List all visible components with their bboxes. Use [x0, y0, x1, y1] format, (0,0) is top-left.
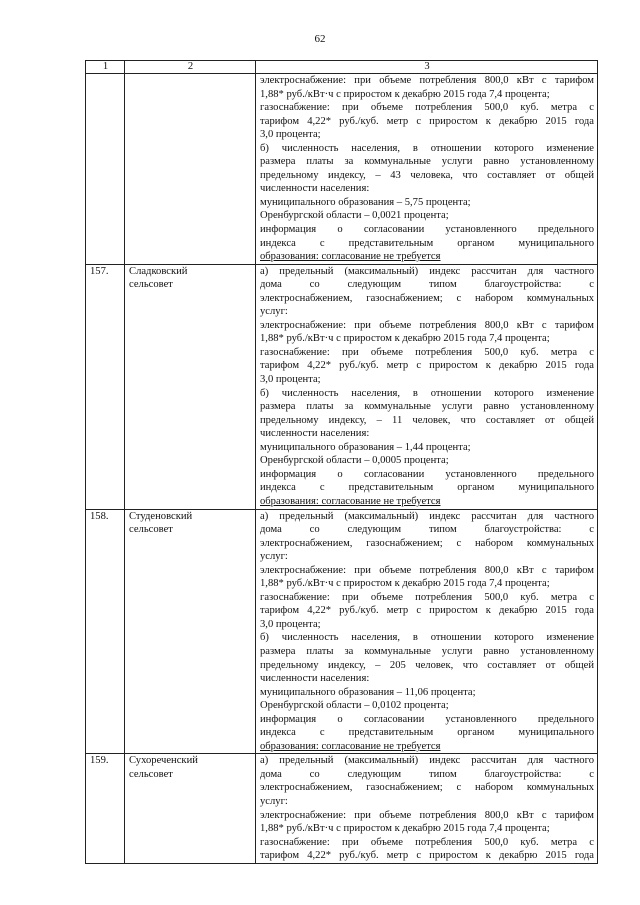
description-line: а) предельный (максимальный) индекс рассчитан для частного	[260, 265, 594, 277]
description-line: газоснабжение: при объеме потребления 500,0 куб. метра с	[260, 102, 594, 114]
column-header-description: 3	[256, 61, 598, 74]
description-line: муниципального образования – 1,44 процента;	[260, 441, 471, 453]
municipality-name-line: Сладковский	[129, 265, 188, 277]
description-line: Оренбургской области – 0,0005 процента;	[260, 455, 449, 467]
description-line: численности населения:	[260, 673, 370, 685]
municipality-name	[125, 74, 256, 265]
table-row	[86, 74, 598, 265]
municipality-name-line: Студеновский	[129, 510, 193, 522]
table-header-row	[86, 61, 598, 74]
description-line: предельному индексу, – 11 человек, что составляет от общей	[260, 414, 594, 426]
table-row	[86, 754, 598, 863]
description-line: муниципального образования – 5,75 процента;	[260, 196, 471, 208]
index-description	[256, 264, 598, 509]
description-line: образования: согласование не требуется	[260, 251, 441, 263]
description-line: 1,88* руб./кВт·ч с приростом к декабрю 2015 года 7,4 процента;	[260, 333, 550, 345]
description-line: размера платы за коммунальные услуги равно установленному	[260, 401, 594, 413]
municipality-name	[125, 509, 256, 754]
description-line: размера платы за коммунальные услуги равно установленному	[260, 156, 594, 168]
description-line: электроснабжение: при объеме потребления 800,0 кВт с тарифом	[260, 319, 594, 331]
description-line: 1,88* руб./кВт·ч с приростом к декабрю 2015 года 7,4 процента;	[260, 578, 550, 590]
municipality-name-line: сельсовет	[129, 524, 173, 536]
description-line: численности населения:	[260, 428, 370, 440]
index-description	[256, 74, 598, 265]
description-line: газоснабжение: при объеме потребления 500,0 куб. метра с	[260, 836, 594, 848]
row-number: 159.	[86, 754, 125, 863]
description-line: тарифом 4,22* руб./куб. метр с приростом к декабрю 2015 года	[260, 115, 594, 127]
description-line: тарифом 4,22* руб./куб. метр с приростом к декабрю 2015 года	[260, 360, 594, 372]
description-line: а) предельный (максимальный) индекс рассчитан для частного	[260, 510, 594, 522]
description-line: 3,0 процента;	[260, 129, 321, 141]
description-line: размера платы за коммунальные услуги равно установленному	[260, 645, 594, 657]
description-line: электроснабжение: при объеме потребления 800,0 кВт с тарифом	[260, 809, 594, 821]
description-line: информация о согласовании установленного предельного	[260, 468, 594, 480]
municipality-name-line: сельсовет	[129, 768, 173, 780]
description-line: образования: согласование не требуется	[260, 740, 441, 752]
description-line: 1,88* руб./кВт·ч с приростом к декабрю 2015 года 7,4 процента;	[260, 823, 550, 835]
description-line: тарифом 4,22* руб./куб. метр с приростом к декабрю 2015 года	[260, 850, 594, 862]
row-number	[86, 74, 125, 265]
description-line: б) численность населения, в отношении которого изменение	[260, 387, 594, 399]
municipality-name-line: сельсовет	[129, 279, 173, 291]
description-line: Оренбургской области – 0,0102 процента;	[260, 700, 449, 712]
description-line: газоснабжение: при объеме потребления 500,0 куб. метра с	[260, 591, 594, 603]
description-line: электроснабжением, газоснабжением; с набором коммунальных	[260, 292, 594, 304]
description-line: предельному индексу, – 43 человека, что составляет от общей	[260, 169, 594, 181]
description-line: дома со следующим типом благоустройства: с	[260, 768, 594, 780]
description-line: образования: согласование не требуется	[260, 495, 441, 507]
description-line: услуг:	[260, 551, 288, 563]
description-line: информация о согласовании установленного предельного	[260, 713, 594, 725]
description-line: 3,0 процента;	[260, 374, 321, 386]
table-body	[86, 74, 598, 864]
index-description	[256, 509, 598, 754]
description-line: газоснабжение: при объеме потребления 500,0 куб. метра с	[260, 346, 594, 358]
description-line: индекса с представительным органом муниципального	[260, 727, 594, 739]
description-line: муниципального образования – 11,06 процента;	[260, 686, 476, 698]
description-line: информация о согласовании установленного предельного	[260, 224, 594, 236]
municipality-name	[125, 264, 256, 509]
description-line: Оренбургской области – 0,0021 процента;	[260, 210, 449, 222]
index-description	[256, 754, 598, 863]
description-line: индекса с представительным органом муниципального	[260, 482, 594, 494]
description-line: предельному индексу, – 205 человек, что составляет от общей	[260, 659, 594, 671]
description-line: б) численность населения, в отношении которого изменение	[260, 632, 594, 644]
description-line: 1,88* руб./кВт·ч с приростом к декабрю 2015 года 7,4 процента;	[260, 88, 550, 100]
municipality-name	[125, 754, 256, 863]
description-line: услуг:	[260, 306, 288, 318]
table-row	[86, 509, 598, 754]
description-line: электроснабжение: при объеме потребления 800,0 кВт с тарифом	[260, 75, 594, 86]
tariff-index-table	[85, 60, 598, 864]
description-line: индекса с представительным органом муниципального	[260, 237, 594, 249]
column-header-municipality: 2	[125, 61, 256, 74]
description-line: электроснабжением, газоснабжением; с набором коммунальных	[260, 782, 594, 794]
municipality-name-line: Сухореченский	[129, 755, 198, 767]
table-row	[86, 264, 598, 509]
description-line: а) предельный (максимальный) индекс рассчитан для частного	[260, 755, 594, 767]
description-line: б) численность населения, в отношении которого изменение	[260, 142, 594, 154]
description-line: услуг:	[260, 795, 288, 807]
description-line: дома со следующим типом благоустройства: с	[260, 524, 594, 536]
row-number: 158.	[86, 509, 125, 754]
page-number: 62	[314, 33, 326, 45]
description-line: электроснабжением, газоснабжением; с набором коммунальных	[260, 537, 594, 549]
description-line: численности населения:	[260, 183, 370, 195]
description-line: электроснабжение: при объеме потребления 800,0 кВт с тарифом	[260, 564, 594, 576]
description-line: дома со следующим типом благоустройства: с	[260, 279, 594, 291]
description-line: 3,0 процента;	[260, 618, 321, 630]
column-header-number: 1	[86, 61, 125, 74]
row-number: 157.	[86, 264, 125, 509]
description-line: тарифом 4,22* руб./куб. метр с приростом к декабрю 2015 года	[260, 605, 594, 617]
